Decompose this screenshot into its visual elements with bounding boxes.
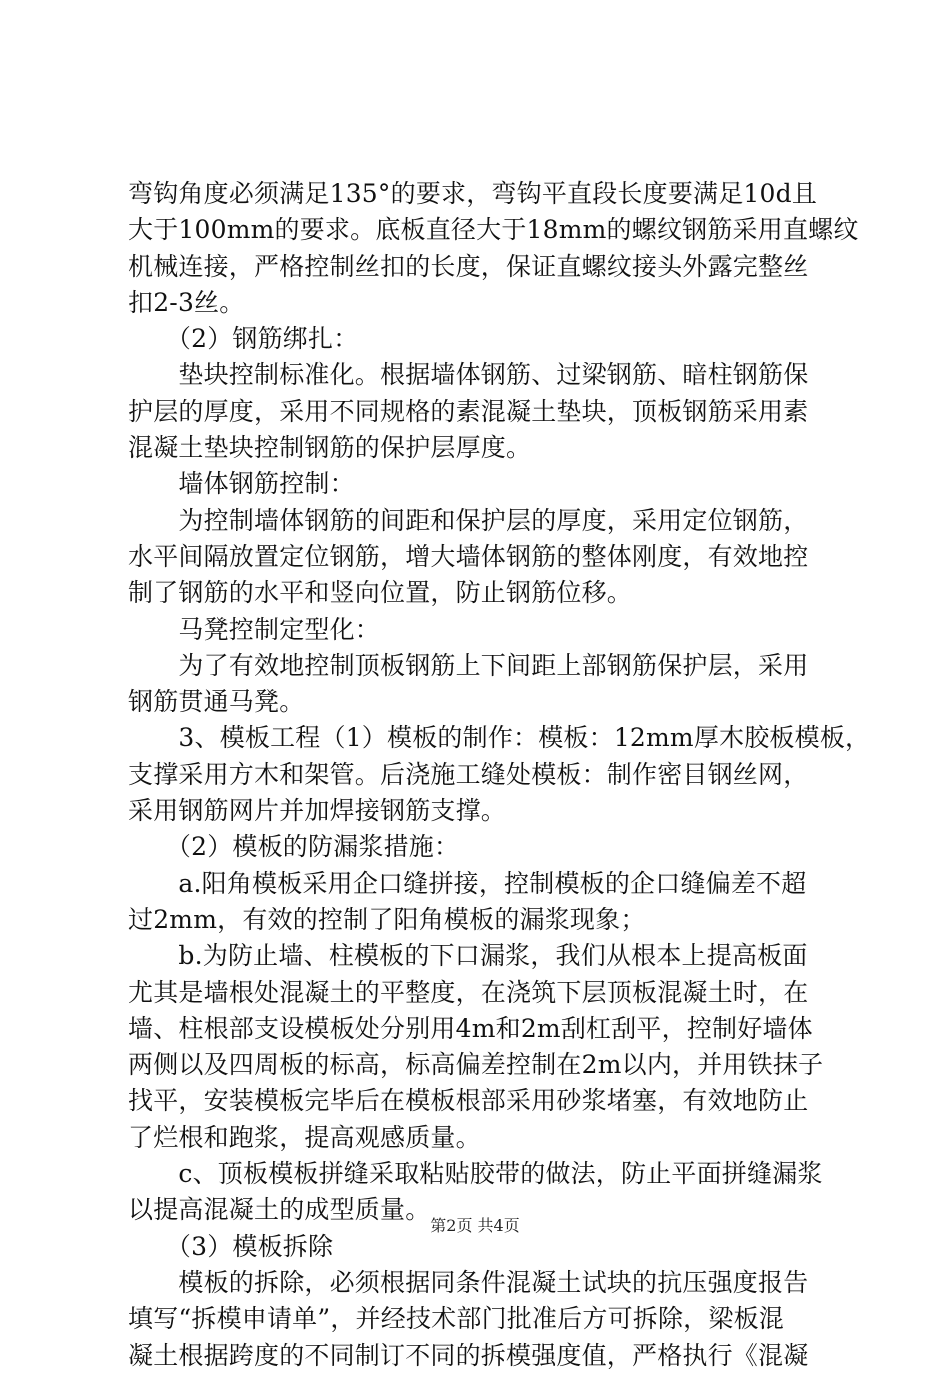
text-line: 弯钩角度必须满足135°的要求，弯钩平直段长度要满足10d且 — [128, 179, 818, 208]
text-line: 填写“拆模申请单”，并经技术部门批准后方可拆除，梁板混 — [128, 1304, 784, 1334]
body-text — [128, 176, 871, 1374]
text-line: 为控制墙体钢筋的间距和保护层的厚度，采用定位钢筋， — [128, 505, 809, 535]
page-footer: 第2页 共4页 — [430, 1216, 520, 1235]
text-line: 凝土根据跨度的不同制订不同的拆模强度值，严格执行《混凝 — [128, 1340, 809, 1370]
section-heading: （3）模板拆除 — [128, 1231, 334, 1261]
text-line: 护层的厚度，采用不同规格的素混凝土垫块，顶板钢筋采用素 — [128, 396, 809, 426]
section-heading: （2）钢筋绑扎： — [128, 324, 359, 354]
text-line: 机械连接，严格控制丝扣的长度，保证直螺纹接头外露完整丝 — [128, 251, 809, 281]
text-line: 支撑采用方木和架管。后浇施工缝处模板：制作密目钢丝网， — [128, 759, 809, 789]
text-line: 水平间隔放置定位钢筋，增大墙体钢筋的整体刚度，有效地控 — [128, 541, 809, 571]
section-heading: （2）模板的防漏浆措施： — [128, 832, 460, 862]
text-line: 垫块控制标准化。根据墙体钢筋、过梁钢筋、暗柱钢筋保 — [128, 360, 809, 390]
text-line: 采用钢筋网片并加焊接钢筋支撑。 — [128, 796, 507, 826]
section-heading: 马凳控制定型化： — [128, 614, 381, 644]
text-line: 尤其是墙根处混凝土的平整度，在浇筑下层顶板混凝土时，在 — [128, 977, 809, 1007]
text-line: 以提高混凝土的成型质量。 — [128, 1195, 431, 1225]
text-line: a.阳角模板采用企口缝拼接，控制模板的企口缝偏差不超 — [128, 868, 807, 898]
section-heading: 墙体钢筋控制： — [128, 469, 355, 499]
text-line: 为了有效地控制顶板钢筋上下间距上部钢筋保护层，采用 — [128, 650, 809, 680]
text-line: 钢筋贯通马凳。 — [128, 687, 305, 717]
text-line: 模板的拆除，必须根据同条件混凝土试块的抗压强度报告 — [128, 1267, 809, 1297]
text-line: 过2mm，有效的控制了阳角模板的漏浆现象； — [128, 904, 646, 934]
text-line: 大于100mm的要求。底板直径大于18mm的螺纹钢筋采用直螺纹 — [128, 215, 859, 245]
text-line: 了烂根和跑浆，提高观感质量。 — [128, 1122, 481, 1152]
text-line: 墙、柱根部支设模板处分别用4m和2m刮杠刮平，控制好墙体 — [128, 1013, 813, 1043]
text-line: 3、模板工程（1）模板的制作：模板：12mm厚木胶板模板， — [128, 723, 871, 753]
text-line: 制了钢筋的水平和竖向位置，防止钢筋位移。 — [128, 578, 633, 608]
text-line: c、顶板模板拼缝采取粘贴胶带的做法，防止平面拼缝漏浆 — [128, 1159, 823, 1189]
text-line: 扣2-3丝。 — [128, 287, 245, 317]
text-line: 混凝土垫块控制钢筋的保护层厚度。 — [128, 433, 532, 463]
text-line: 两侧以及四周板的标高，标高偏差控制在2m以内，并用铁抹子 — [128, 1050, 824, 1080]
text-line: 找平，安装模板完毕后在模板根部采用砂浆堵塞，有效地防止 — [128, 1086, 809, 1116]
text-line: b.为防止墙、柱模板的下口漏浆，我们从根本上提高板面 — [128, 941, 808, 971]
